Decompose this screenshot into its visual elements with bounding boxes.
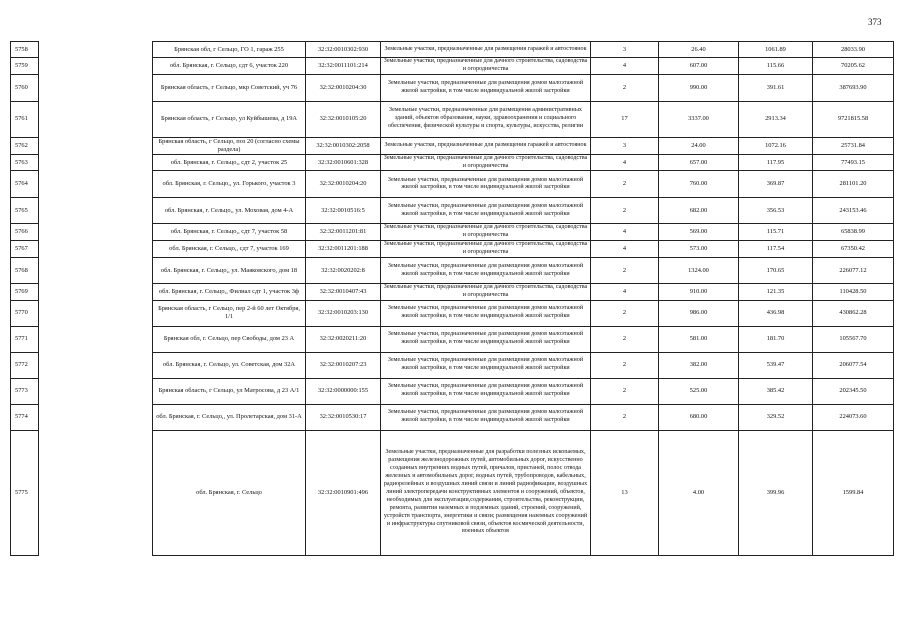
rate-cell: 2913.34 bbox=[739, 101, 813, 137]
cadastral-number-cell: 32:32:0020211:20 bbox=[306, 326, 381, 352]
address-cell: Брянская область, г Сельцо, пер 2-й 60 лет Октября, 1/1 bbox=[153, 300, 306, 326]
cadastral-number-cell: 32:32:0020202:8 bbox=[306, 258, 381, 284]
group-cell: 2 bbox=[591, 74, 659, 101]
gap-cell bbox=[39, 198, 153, 224]
row-number-cell: 5766 bbox=[11, 224, 39, 241]
group-cell: 2 bbox=[591, 258, 659, 284]
cadastral-value-cell: 105567.70 bbox=[813, 326, 894, 352]
area-cell: 1324.00 bbox=[659, 258, 739, 284]
group-cell: 13 bbox=[591, 430, 659, 555]
rate-cell: 1072.16 bbox=[739, 137, 813, 154]
cadastral-number-cell: 32:32:0010302:2058 bbox=[306, 137, 381, 154]
land-use-cell: Земельные участки, предназначенные для размещения домов малоэтажной жилой застройки, в том числе индивидуальной жилой застройки bbox=[381, 300, 591, 326]
cadastral-number-cell: 32:32:0010105:20 bbox=[306, 101, 381, 137]
group-cell: 4 bbox=[591, 58, 659, 75]
table-row bbox=[11, 284, 894, 301]
land-use-cell: Земельные участки, предназначенные для разработки полезных ископаемых, размещения железнодорожных путей, автомобильных дорог, искусственно созданных внутренних водных путей, причалов, пристаней, полос отвода железных и автомобильных дорог, водных путей, трубопроводов, кабельных, радиорелейных и воздушных линий связи и линий радиофикации, воздушных линий электропередачи конструктивных элементов и сооружений, объектов, необходимых для эксплуатации,содержания, строительства, реконструкции, ремонта, развития наземных и подземных зданий, строений, сооружений, устройств транспорта, энергетики и связи; размещения наземных сооружений и инфраструктуры спутниковой связи, объектов космической деятельности, военных объектов bbox=[381, 430, 591, 555]
group-cell: 2 bbox=[591, 198, 659, 224]
land-use-cell: Земельные участки, предназначенные для дачного строительства, садоводства и огородничества bbox=[381, 224, 591, 241]
address-cell: обл. Брянская, г. Сельцо,, сдт 7, участок 169 bbox=[153, 241, 306, 258]
cadastral-value-cell: 281101.20 bbox=[813, 171, 894, 198]
address-cell: обл. Брянская, г. Сельцо bbox=[153, 430, 306, 555]
area-cell: 525.00 bbox=[659, 378, 739, 404]
table-row bbox=[11, 42, 894, 58]
cadastral-number-cell: 32:32:0010901:496 bbox=[306, 430, 381, 555]
area-cell: 581.00 bbox=[659, 326, 739, 352]
land-use-cell: Земельные участки, предназначенные для размещения домов малоэтажной жилой застройки, в том числе индивидуальной жилой застройки bbox=[381, 198, 591, 224]
group-cell: 2 bbox=[591, 300, 659, 326]
land-use-cell: Земельные участки, предназначенные для дачного строительства, садоводства и огородничества bbox=[381, 58, 591, 75]
row-number-cell: 5762 bbox=[11, 137, 39, 154]
gap-cell bbox=[39, 378, 153, 404]
land-use-cell: Земельные участки, предназначенные для размещения домов малоэтажной жилой застройки, в том числе индивидуальной жилой застройки bbox=[381, 352, 591, 378]
cadastral-value-cell: 110428.50 bbox=[813, 284, 894, 301]
group-cell: 2 bbox=[591, 326, 659, 352]
area-cell: 3337.00 bbox=[659, 101, 739, 137]
address-cell: обл. Брянская, г. Сельцо,, ул. Пролетарская, дом 31-А bbox=[153, 404, 306, 430]
row-number-cell: 5767 bbox=[11, 241, 39, 258]
land-use-cell: Земельные участки, предназначенные для размещения домов малоэтажной жилой застройки, в том числе индивидуальной жилой застройки bbox=[381, 74, 591, 101]
gap-cell bbox=[39, 258, 153, 284]
area-cell: 573.00 bbox=[659, 241, 739, 258]
cadastral-value-cell: 67350.42 bbox=[813, 241, 894, 258]
table-row bbox=[11, 137, 894, 154]
group-cell: 2 bbox=[591, 404, 659, 430]
land-use-cell: Земельные участки, предназначенные для дачного строительства, садоводства и огородничества bbox=[381, 284, 591, 301]
rate-cell: 369.87 bbox=[739, 171, 813, 198]
cadastral-value-cell: 70205.62 bbox=[813, 58, 894, 75]
land-use-cell: Земельные участки, предназначенные для размещения домов малоэтажной жилой застройки, в том числе индивидуальной жилой застройки bbox=[381, 378, 591, 404]
row-number-cell: 5759 bbox=[11, 58, 39, 75]
gap-cell bbox=[39, 326, 153, 352]
land-use-cell: Земельные участки, предназначенные для дачного строительства, садоводства и огородничества bbox=[381, 241, 591, 258]
table-row bbox=[11, 154, 894, 171]
cadastral-number-cell: 32:32:0000000:155 bbox=[306, 378, 381, 404]
area-cell: 986.00 bbox=[659, 300, 739, 326]
address-cell: обл. Брянская, г. Сельцо,, Филиал сдт 1, участок 3ф bbox=[153, 284, 306, 301]
address-cell: Брянская область, г Сельцо, ул Матросова, д 23 А/1 bbox=[153, 378, 306, 404]
table-row bbox=[11, 326, 894, 352]
cadastral-value-cell: 202345.50 bbox=[813, 378, 894, 404]
gap-cell bbox=[39, 137, 153, 154]
row-number-cell: 5761 bbox=[11, 101, 39, 137]
row-number-cell: 5772 bbox=[11, 352, 39, 378]
rate-cell: 115.66 bbox=[739, 58, 813, 75]
address-cell: обл. Брянская, г. Сельцо,, ул. Горького, участок 3 bbox=[153, 171, 306, 198]
land-use-cell: Земельные участки, предназначенные для размещения домов малоэтажной жилой застройки, в том числе индивидуальной жилой застройки bbox=[381, 404, 591, 430]
table-row bbox=[11, 430, 894, 555]
rate-cell: 356.53 bbox=[739, 198, 813, 224]
address-cell: обл. Брянская, г. Сельцо, сдт 6, участок 220 bbox=[153, 58, 306, 75]
table-row bbox=[11, 224, 894, 241]
group-cell: 3 bbox=[591, 137, 659, 154]
area-cell: 26.40 bbox=[659, 42, 739, 58]
gap-cell bbox=[39, 224, 153, 241]
table-row bbox=[11, 300, 894, 326]
cadastral-value-cell: 65838.99 bbox=[813, 224, 894, 241]
address-cell: обл. Брянская, г. Сельцо,, сдт 7, участок 58 bbox=[153, 224, 306, 241]
rate-cell: 181.70 bbox=[739, 326, 813, 352]
table-row bbox=[11, 404, 894, 430]
cadastral-value-cell: 206077.54 bbox=[813, 352, 894, 378]
table-row bbox=[11, 352, 894, 378]
cadastral-number-cell: 32:32:0011201:188 bbox=[306, 241, 381, 258]
land-use-cell: Земельные участки, предназначенные для дачного строительства, садоводства и огородничества bbox=[381, 154, 591, 171]
group-cell: 17 bbox=[591, 101, 659, 137]
address-cell: Брянская область, г Сельцо, поз 20 (согласно схемы раздела) bbox=[153, 137, 306, 154]
area-cell: 682.00 bbox=[659, 198, 739, 224]
cadastral-value-cell: 387693.90 bbox=[813, 74, 894, 101]
cadastral-value-cell: 77493.15 bbox=[813, 154, 894, 171]
row-number-cell: 5771 bbox=[11, 326, 39, 352]
address-cell: обл. Брянская, г. Сельцо,, ул. Маяковского, дом 18 bbox=[153, 258, 306, 284]
row-number-cell: 5774 bbox=[11, 404, 39, 430]
row-number-cell: 5764 bbox=[11, 171, 39, 198]
cadastral-value-table bbox=[10, 41, 894, 556]
gap-cell bbox=[39, 154, 153, 171]
gap-cell bbox=[39, 241, 153, 258]
area-cell: 657.00 bbox=[659, 154, 739, 171]
gap-cell bbox=[39, 171, 153, 198]
cadastral-number-cell: 32:32:0010203:130 bbox=[306, 300, 381, 326]
gap-cell bbox=[39, 430, 153, 555]
gap-cell bbox=[39, 101, 153, 137]
group-cell: 4 bbox=[591, 284, 659, 301]
cadastral-value-cell: 224073.60 bbox=[813, 404, 894, 430]
cadastral-number-cell: 32:32:0010204:20 bbox=[306, 171, 381, 198]
row-number-cell: 5758 bbox=[11, 42, 39, 58]
rate-cell: 329.52 bbox=[739, 404, 813, 430]
table-row bbox=[11, 378, 894, 404]
cadastral-number-cell: 32:32:0010302:930 bbox=[306, 42, 381, 58]
rate-cell: 117.54 bbox=[739, 241, 813, 258]
cadastral-value-cell: 28033.90 bbox=[813, 42, 894, 58]
land-use-cell: Земельные участки, предназначенные для размещения гаражей и автостоянок bbox=[381, 137, 591, 154]
area-cell: 910.00 bbox=[659, 284, 739, 301]
cadastral-value-cell: 25731.84 bbox=[813, 137, 894, 154]
gap-cell bbox=[39, 42, 153, 58]
gap-cell bbox=[39, 300, 153, 326]
group-cell: 3 bbox=[591, 42, 659, 58]
rate-cell: 117.95 bbox=[739, 154, 813, 171]
address-cell: Брянская обл, г Сельцо, ГО 1, гараж 255 bbox=[153, 42, 306, 58]
cadastral-number-cell: 32:32:0010407:43 bbox=[306, 284, 381, 301]
group-cell: 2 bbox=[591, 378, 659, 404]
cadastral-number-cell: 32:32:0011201:81 bbox=[306, 224, 381, 241]
rate-cell: 399.96 bbox=[739, 430, 813, 555]
land-use-cell: Земельные участки, предназначенные для размещения домов малоэтажной жилой застройки, в том числе индивидуальной жилой застройки bbox=[381, 258, 591, 284]
cadastral-value-cell: 430862.28 bbox=[813, 300, 894, 326]
land-use-cell: Земельные участки, предназначенные для размещения административных зданий, объектов образования, науки, здравоохранения и социального обеспечения, физической культуры и спорта, культуры, искусства, религии bbox=[381, 101, 591, 137]
row-number-cell: 5765 bbox=[11, 198, 39, 224]
rate-cell: 539.47 bbox=[739, 352, 813, 378]
rate-cell: 436.98 bbox=[739, 300, 813, 326]
rate-cell: 1061.89 bbox=[739, 42, 813, 58]
address-cell: обл. Брянская, г. Сельцо,, сдт 2, участок 25 bbox=[153, 154, 306, 171]
gap-cell bbox=[39, 74, 153, 101]
cadastral-number-cell: 32:32:0010207:23 bbox=[306, 352, 381, 378]
land-use-cell: Земельные участки, предназначенные для размещения домов малоэтажной жилой застройки, в том числе индивидуальной жилой застройки bbox=[381, 171, 591, 198]
table-row bbox=[11, 198, 894, 224]
row-number-cell: 5760 bbox=[11, 74, 39, 101]
area-cell: 569.00 bbox=[659, 224, 739, 241]
group-cell: 4 bbox=[591, 154, 659, 171]
row-number-cell: 5768 bbox=[11, 258, 39, 284]
area-cell: 607.00 bbox=[659, 58, 739, 75]
group-cell: 4 bbox=[591, 241, 659, 258]
address-cell: Брянская область, г Сельцо, мкр Советский, уч 76 bbox=[153, 74, 306, 101]
group-cell: 4 bbox=[591, 224, 659, 241]
rate-cell: 121.35 bbox=[739, 284, 813, 301]
area-cell: 4.00 bbox=[659, 430, 739, 555]
cadastral-number-cell: 32:32:0011101:214 bbox=[306, 58, 381, 75]
table-row bbox=[11, 101, 894, 137]
row-number-cell: 5773 bbox=[11, 378, 39, 404]
cadastral-number-cell: 32:32:0010516:5 bbox=[306, 198, 381, 224]
cadastral-value-cell: 9721815.58 bbox=[813, 101, 894, 137]
page-number: 373 bbox=[868, 17, 882, 27]
cadastral-number-cell: 32:32:0010601:328 bbox=[306, 154, 381, 171]
table-row bbox=[11, 74, 894, 101]
rate-cell: 385.42 bbox=[739, 378, 813, 404]
gap-cell bbox=[39, 404, 153, 430]
cadastral-value-cell: 243153.46 bbox=[813, 198, 894, 224]
cadastral-value-cell: 1599.84 bbox=[813, 430, 894, 555]
row-number-cell: 5775 bbox=[11, 430, 39, 555]
area-cell: 760.00 bbox=[659, 171, 739, 198]
land-use-cell: Земельные участки, предназначенные для размещения домов малоэтажной жилой застройки, в том числе индивидуальной жилой застройки bbox=[381, 326, 591, 352]
group-cell: 2 bbox=[591, 171, 659, 198]
land-use-cell: Земельные участки, предназначенные для размещения гаражей и автостоянок bbox=[381, 42, 591, 58]
cadastral-value-cell: 226077.12 bbox=[813, 258, 894, 284]
cadastral-number-cell: 32:32:0010204:30 bbox=[306, 74, 381, 101]
table-row bbox=[11, 171, 894, 198]
rate-cell: 115.71 bbox=[739, 224, 813, 241]
row-number-cell: 5770 bbox=[11, 300, 39, 326]
gap-cell bbox=[39, 58, 153, 75]
address-cell: Брянская область, г Сельцо, ул Куйбышева, д 19А bbox=[153, 101, 306, 137]
area-cell: 382.00 bbox=[659, 352, 739, 378]
area-cell: 24.00 bbox=[659, 137, 739, 154]
row-number-cell: 5763 bbox=[11, 154, 39, 171]
gap-cell bbox=[39, 284, 153, 301]
row-number-cell: 5769 bbox=[11, 284, 39, 301]
table-row bbox=[11, 241, 894, 258]
address-cell: обл. Брянская, г. Сельцо, ул. Советская, дом 32А bbox=[153, 352, 306, 378]
table-row bbox=[11, 58, 894, 75]
table-row bbox=[11, 258, 894, 284]
rate-cell: 391.61 bbox=[739, 74, 813, 101]
area-cell: 990.00 bbox=[659, 74, 739, 101]
cadastral-number-cell: 32:32:0010530:17 bbox=[306, 404, 381, 430]
group-cell: 2 bbox=[591, 352, 659, 378]
rate-cell: 170.65 bbox=[739, 258, 813, 284]
gap-cell bbox=[39, 352, 153, 378]
address-cell: Брянская обл, г. Сельцо, пер Свободы, дом 23 А bbox=[153, 326, 306, 352]
area-cell: 680.00 bbox=[659, 404, 739, 430]
address-cell: обл. Брянская, г. Сельцо,, ул. Моховая, дом 4-А bbox=[153, 198, 306, 224]
